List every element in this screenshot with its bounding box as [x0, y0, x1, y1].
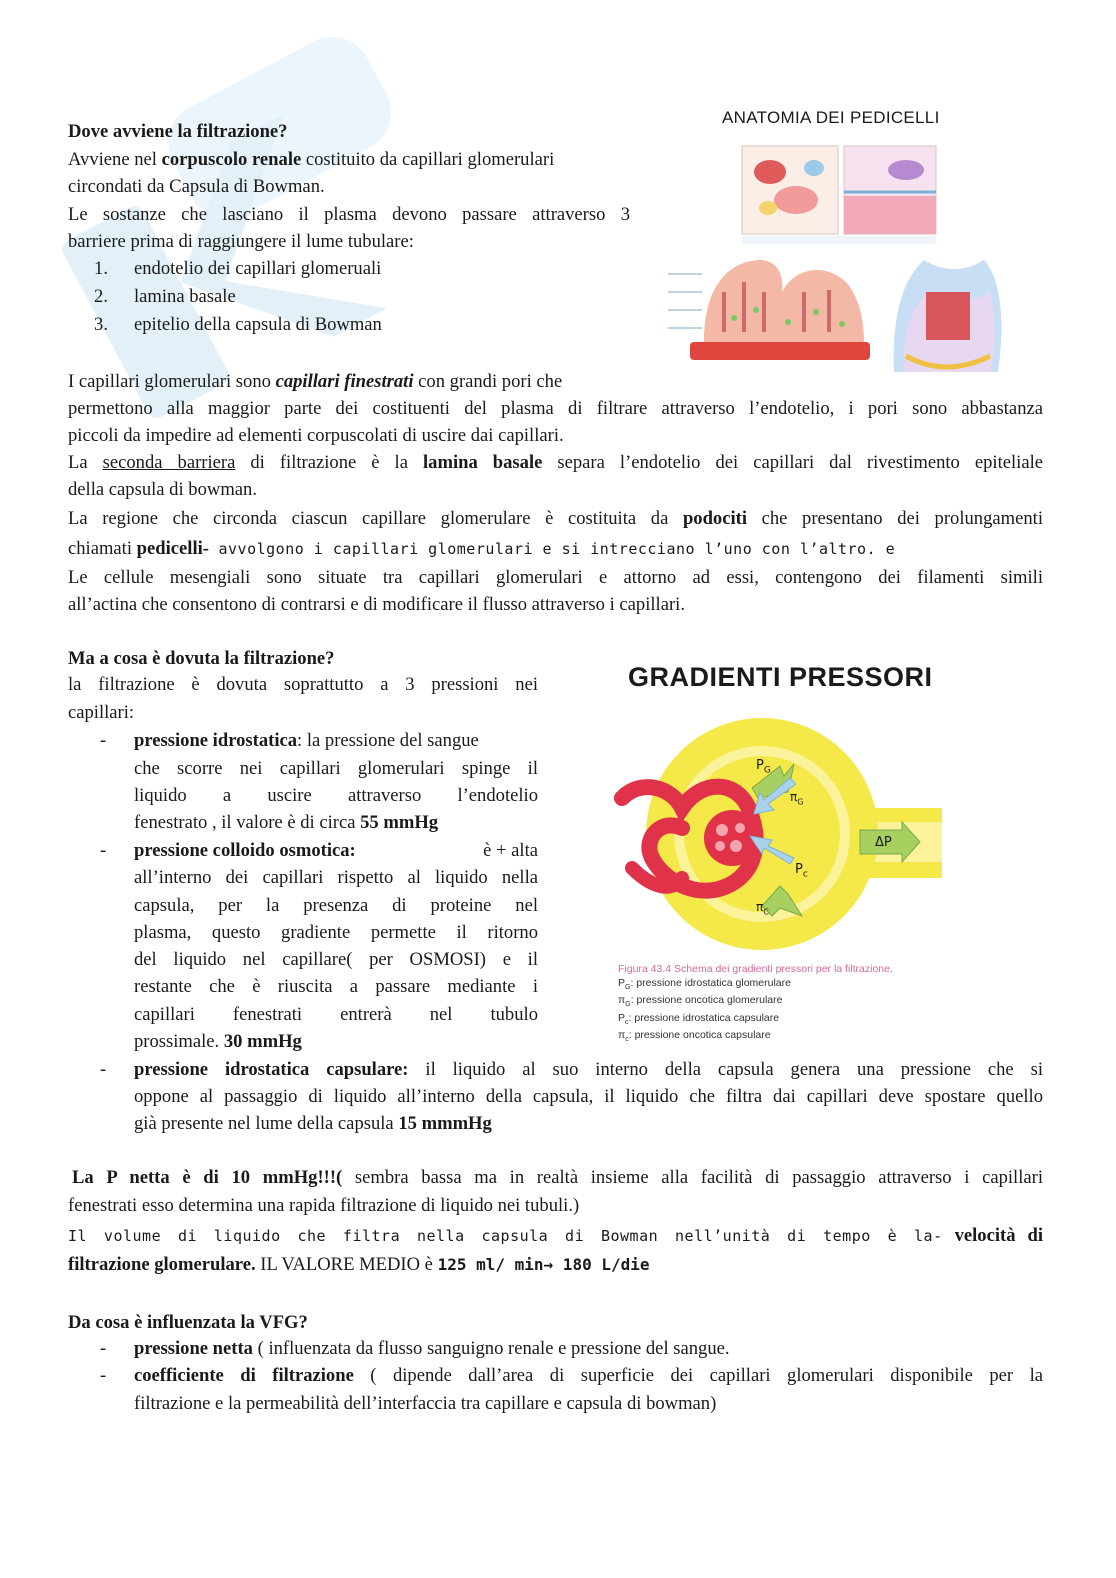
p5-line1: La regione che circonda ciascun capillare glomerulare è costituita da podociti che presentano dei prolungamenti [68, 508, 1043, 529]
p2-line2: barriere prima di raggiungere il lume tubulare: [68, 231, 414, 252]
p1-line2: circondati da Capsula di Bowman. [68, 176, 325, 197]
p2-line1: Le sostanze che lasciano il plasma devono passare attraverso 3 [68, 204, 630, 225]
label-pc: $P_c$ [795, 862, 808, 880]
heading-dove-avviene: Dove avviene la filtrazione? [68, 121, 288, 142]
vfg-line2: filtrazione glomerulare. IL VALORE MEDIO è 125 ml/ min→ 180 L/die [68, 1254, 650, 1275]
p6-line1: Le cellule mesengiali sono situate tra capillari glomerulari e attorno ad essi, contengono dei filamenti simili [68, 567, 1043, 588]
vfg-list-item-1: - pressione netta ( influenzata da flusso sanguigno renale e pressione del sangue. [100, 1338, 730, 1359]
p3-line1: I capillari glomerulari sono capillari finestrati con grandi pori che [68, 371, 563, 392]
p6-line2: all’actina che consentono di contrarsi e di modificare il flusso attraverso i capillari. [68, 594, 685, 615]
p3-line2: permettono alla maggior parte dei costituenti del plasma di filtrare attraverso l’endotelio, i pori sono abbastanza [68, 398, 1043, 419]
label-pic: $\pi_C$ [756, 900, 769, 917]
label-pig: $\pi_G$ [790, 790, 804, 807]
p-netta-line2: fenestrati esso determina una rapida filtrazione di liquido nei tubuli.) [68, 1195, 580, 1216]
p5-line2: chiamati pedicelli- avvolgono i capillari glomerulari e si intrecciano l’uno con l’altro. e [68, 538, 896, 559]
intro-line2: capillari: [68, 702, 135, 723]
heading-da-cosa: Da cosa è influenzata la VFG? [68, 1312, 308, 1333]
pressure-list-item-2: - pressione colloido osmotica: è + alta all’interno dei capillari rispetto al liquido nella capsula, per la presenza di proteine nel plasma, questo gradiente permette il ritorno del liquido nel capillare( per OSMOSI) e il restante che è riuscita a passare mediante i capillari fenestrati entrerà nel tubulo prossimale. 30 mmHg [100, 840, 538, 1052]
label-pg: $P_G$ [756, 758, 771, 776]
p3-line3: piccoli da impedire ad elementi corpuscolati di uscire dai capillari. [68, 425, 564, 446]
pressure-list-item-3: - pressione idrostatica capsulare: il liquido al suo interno della capsula genera una pressione che si oppone al passaggio di liquido all’interno della capsula, il liquido che filtra dai capillari deve spostare quello già presente nel lume della capsula 15 mmmHg [100, 1059, 1043, 1134]
gradienti-illustration [612, 718, 942, 958]
pressure-list-item-1: - pressione idrostatica: la pressione del sangue che scorre nei capillari glomerulari spinge il liquido a uscire attraverso l’endotelio fenestrato , il valore è di circa 55 mmHg [100, 730, 538, 833]
heading-a-cosa: Ma a cosa è dovuta la filtrazione? [68, 648, 335, 669]
p-netta-line1: La P netta è di 10 mmHg!!!( sembra bassa ma in realtà insieme alla facilità di passaggio attraverso i capillari [72, 1167, 1043, 1188]
figure2-caption: Figura 43.4 Schema dei gradienti pressori per la filtrazione. $P_G$: pressione idrostatica glomerulare $\pi_G$: pressione oncotica glomerulare $P_c$: pressione idrostatica capsulare $\pi_c$: pressione oncotica capsulare [618, 963, 893, 1044]
intro-line1: la filtrazione è dovuta soprattutto a 3 pressioni nei [68, 674, 538, 695]
figure1-title: ANATOMIA DEI PEDICELLI [722, 108, 940, 127]
vfg-line1: Il volume di liquido che filtra nella capsula di Bowman nell’unità di tempo è la- velocità di [68, 1225, 1043, 1246]
pedicelli-illustration [664, 142, 1004, 374]
figure2-title: GRADIENTI PRESSORI [628, 662, 933, 692]
vfg-list-item-2: - coefficiente di filtrazione ( dipende dall’area di superficie dei capillari glomerulari disponibile per la filtrazione e la permeabilità dell’interfaccia tra capillare e capsula di bowman) [100, 1365, 1043, 1414]
barrier-list: 1. endotelio dei capillari glomeruali 2. lamina basale 3. epitelio della capsula di Bowman [94, 258, 382, 335]
p4-line2: della capsula di bowman. [68, 479, 257, 500]
label-delta-p: ΔP [875, 835, 892, 850]
p4-line1: La seconda barriera di filtrazione è la lamina basale separa l’endotelio dei capillari dal rivestimento epiteliale [68, 452, 1043, 473]
p1-line1: Avviene nel corpuscolo renale costituito da capillari glomerulari [68, 149, 555, 170]
